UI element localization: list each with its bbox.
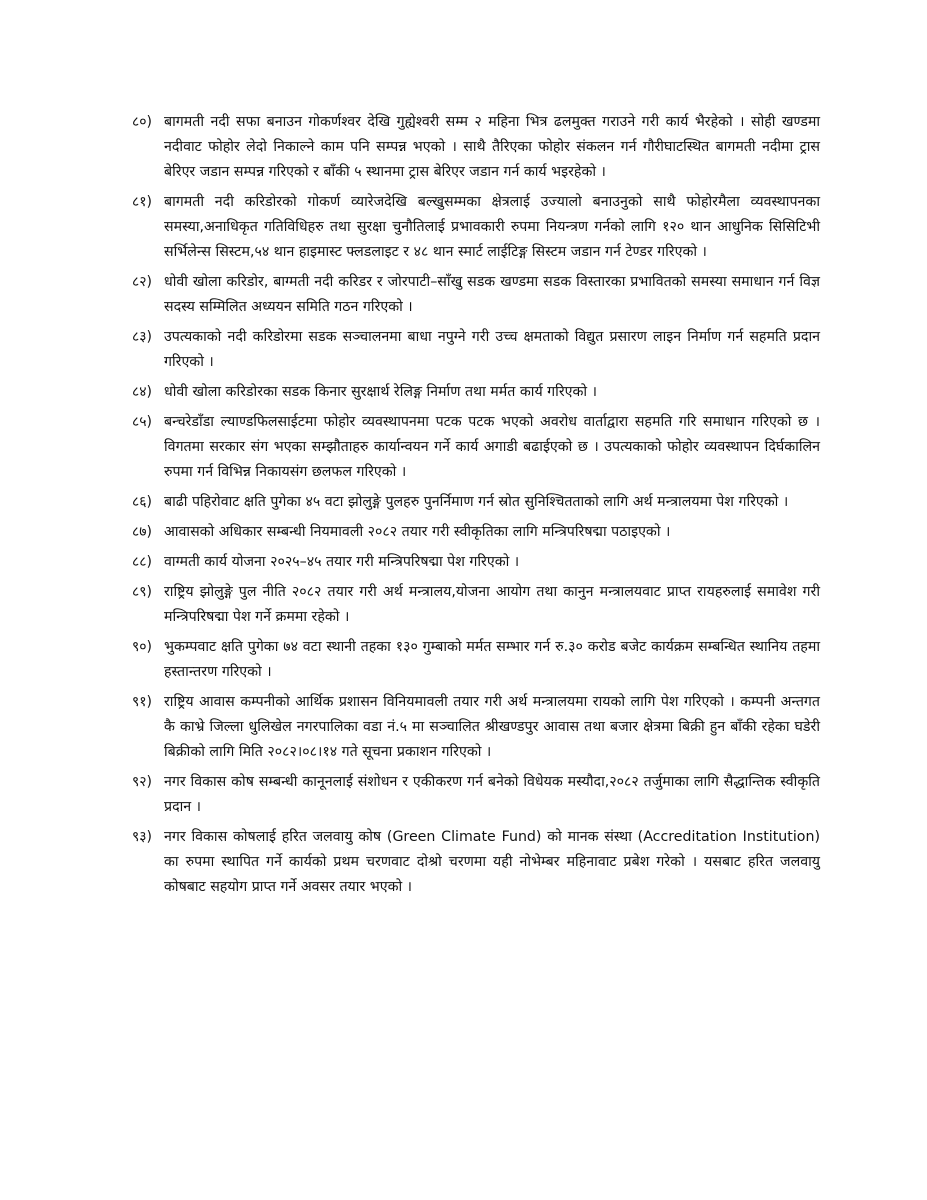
item-text: आवासको अधिकार सम्बन्धी नियमावली २०८२ तयार गरी स्वीकृतिका लागि मन्त्रिपरिषद्मा पठाइएको । bbox=[164, 524, 671, 540]
item-text: बागमती नदी करिडोरको गोकर्ण व्यारेजदेखि बल्खुसम्मका क्षेत्रलाई उज्यालो बनाउनुको साथै फोहोरमैला व्यवस्थापनका समस्या,अनाधिकृत गतिविधिहरु तथा सुरक्षा चुनौतिलाई प्रभावकारी रुपमा नियन्त्रण गर्नको लागि १२० थान आधुनिक सिसिटिभी सर्भिलेन्स सिस्टम,५४ थान हाइमास्ट फ्लडलाइट र ४८ थान स्मार्ट लाईटिङ्ग सिस्टम जडान गर्न टेण्डर गरिएको । bbox=[164, 194, 820, 260]
item-number: ८०) bbox=[132, 114, 153, 130]
list-item bbox=[132, 490, 820, 515]
item-number: ८६) bbox=[132, 494, 153, 510]
item-number: ८३) bbox=[132, 329, 153, 345]
item-number: ८७) bbox=[132, 524, 153, 540]
item-text: राष्ट्रिय आवास कम्पनीको आर्थिक प्रशासन विनियमावली तयार गरी अर्थ मन्त्रालयमा रायको लागि पेश गरिएको । कम्पनी अन्तगत कै काभ्रे जिल्ला धुलिखेल नगरपालिका वडा नं.५ मा सञ्चालित श्रीखण्डपुर आवास तथा बजार क्षेत्रमा बिक्री हुन बाँकी रहेका घडेरी बिक्रीको लागि मिति २०८२।०८।१४ गते सूचना प्रकाशन गरिएको । bbox=[164, 694, 820, 760]
item-text: धोवी खोला करिडोरका सडक किनार सुरक्षार्थ रेलिङ्ग निर्माण तथा मर्मत कार्य गरिएको । bbox=[164, 384, 597, 400]
item-number: ८९) bbox=[132, 584, 153, 600]
list-item bbox=[132, 110, 820, 185]
item-text: भुकम्पवाट क्षति पुगेका ७४ वटा स्थानी तहका १३० गुम्बाको मर्मत सम्भार गर्न रु.३० करोड बजेट कार्यक्रम सम्बन्धित स्थानिय तहमा हस्तान्तरण गरिएको । bbox=[164, 639, 820, 680]
list-item bbox=[132, 270, 820, 320]
item-number: ८२) bbox=[132, 274, 153, 290]
item-number: ९०) bbox=[132, 639, 153, 655]
list-item bbox=[132, 770, 820, 820]
item-text: वाग्मती कार्य योजना २०२५–४५ तयार गरी मन्त्रिपरिषद्मा पेश गरिएको । bbox=[164, 554, 520, 570]
item-text: धोवी खोला करिडोर, बाग्मती नदी करिडर र जोरपाटी–साँखु सडक खण्डमा सडक विस्तारका प्रभावितको समस्या समाधान गर्न विज्ञ सदस्य सम्मिलित अध्ययन समिति गठन गरिएको । bbox=[164, 274, 820, 315]
numbered-list bbox=[132, 110, 820, 905]
item-text: नगर विकास कोषलाई हरित जलवायु कोष (Green Climate Fund) को मानक संस्था (Accreditation Institution) का रुपमा स्थापित गर्ने कार्यको प्रथम चरणवाट दोश्रो चरणमा यही नोभेम्बर महिनावाट प्रबेश गरेको । यसबाट हरित जलवायु कोषबाट सहयोग प्राप्त गर्ने अवसर तयार भएको । bbox=[164, 829, 820, 895]
item-number: ९२) bbox=[132, 774, 153, 790]
item-number: ८८) bbox=[132, 554, 153, 570]
item-text: बन्चरेडाँडा ल्याण्डफिलसाईटमा फोहोर व्यवस्थापनमा पटक पटक भएको अवरोध वार्ताद्वारा सहमति गरि समाधान गरिएको छ । विगतमा सरकार संग भएका सम्झौताहरु कार्यान्वयन गर्ने कार्य अगाडी बढाईएको छ । उपत्यकाको फोहोर व्यवस्थापन दिर्घकालिन रुपमा गर्न विभिन्न निकायसंग छलफल गरिएको । bbox=[164, 414, 820, 480]
item-number: ८१) bbox=[132, 194, 153, 210]
list-item bbox=[132, 190, 820, 265]
list-item bbox=[132, 550, 820, 575]
list-item bbox=[132, 380, 820, 405]
item-number: ९३) bbox=[132, 829, 153, 845]
list-item bbox=[132, 825, 820, 900]
list-item bbox=[132, 325, 820, 375]
item-text: उपत्यकाको नदी करिडोरमा सडक सञ्चालनमा बाधा नपुग्ने गरी उच्च क्षमताको विद्युत प्रसारण लाइन निर्माण गर्न सहमति प्रदान गरिएको । bbox=[164, 329, 820, 370]
item-number: ९१) bbox=[132, 694, 153, 710]
item-number: ८५) bbox=[132, 414, 153, 430]
list-item bbox=[132, 580, 820, 630]
list-item bbox=[132, 635, 820, 685]
item-text: नगर विकास कोष सम्बन्धी कानूनलाई संशोधन र एकीकरण गर्न बनेको विधेयक मस्यौदा,२०८२ तर्जुमाका लागि सैद्धान्तिक स्वीकृति प्रदान । bbox=[164, 774, 820, 815]
list-item bbox=[132, 410, 820, 485]
list-item bbox=[132, 520, 820, 545]
item-number: ८४) bbox=[132, 384, 153, 400]
item-text: बागमती नदी सफा बनाउन गोकर्णश्वर देखि गुह्येश्वरी सम्म २ महिना भित्र ढलमुक्त गराउने गरी कार्य भैरहेको । सोही खण्डमा नदीवाट फोहोर लेदो निकाल्ने काम पनि सम्पन्न भएको । साथै तैरिएका फोहोर संकलन गर्न गौरीघाटस्थित बागमती नदीमा ट्रास बेरिएर जडान सम्पन्न गरिएको र बाँकी ५ स्थानमा ट्रास बेरिएर जडान गर्न कार्य भइरहेको । bbox=[164, 114, 820, 180]
item-text: राष्ट्रिय झोलुङ्गे पुल नीति २०८२ तयार गरी अर्थ मन्त्रालय,योजना आयोग तथा कानुन मन्त्रालयवाट प्राप्त रायहरुलाई समावेश गरी मन्त्रिपरिषद्मा पेश गर्ने क्रममा रहेको । bbox=[164, 584, 820, 625]
item-text: बाढी पहिरोवाट क्षति पुगेका ४५ वटा झोलुङ्गे पुलहरु पुनर्निमाण गर्न स्रोत सुनिश्चितताको लागि अर्थ मन्त्रालयमा पेश गरिएको । bbox=[164, 494, 789, 510]
list-item bbox=[132, 690, 820, 765]
